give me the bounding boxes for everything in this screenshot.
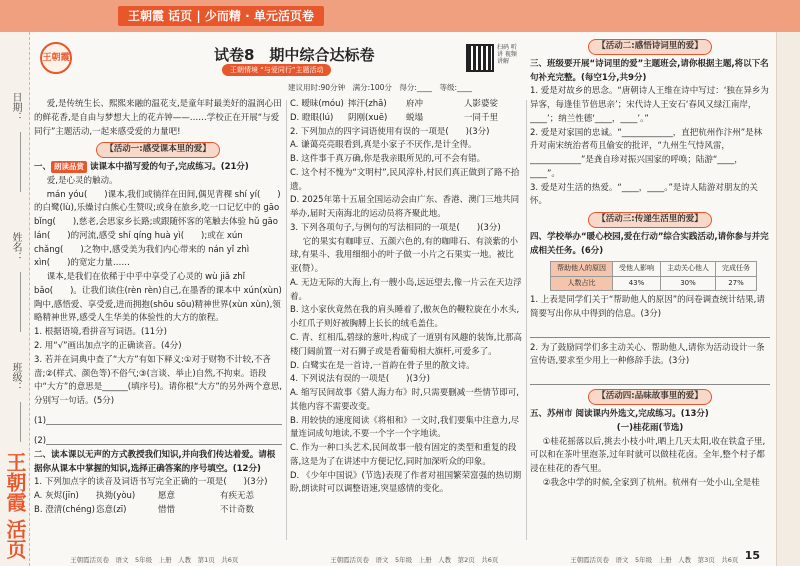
option-grid (290, 98, 522, 126)
survey-table (550, 261, 757, 291)
table-header: 主动关心他人 (661, 262, 716, 276)
passage-paragraph: ①桂花摇落以后,挑去小枝小叶,晒上几天太阳,收在铁盒子里,可以和在茶叶里泡茶,过年时就可以做桂花卤。全年,整个村子都浸在桂花的香气里。 (530, 436, 766, 475)
sub-question: 3. 若并在词典中查了“大方”有如下释义:①对于财物不计较,不吝啬;②(样式、颜色等)不俗气;③(言谈、举止)自然,不拘束。语段中“大方”的意思是______(填序号)。请你根“大方”的另外两个意思,分别写一句话。(5分) (34, 354, 282, 407)
question-2-title: 二、读本课以无声的方式教授我们知识,并向我们传达着爱。请根据你从课本中掌握的知识,选择正确答案的序号填空。(12分) (34, 449, 276, 474)
theme-subtitle: 王朝情境 “与爱同行”主题活动 (222, 64, 331, 76)
class-label: 班级： (10, 362, 21, 392)
option[interactable]: B. 这件事千真万确,你是我亲眼所见的,可不会有错。 (290, 154, 486, 165)
option: 惜惜 (158, 504, 176, 515)
sub-question: 2. 下列加点的四字词语使用有误的一项是( )(3分) (290, 126, 490, 137)
option: 不计奇数 (220, 504, 255, 515)
activity-header: 【活动二:感悟诗词里的爱】 (530, 39, 770, 55)
option[interactable]: C. 作为一种口头艺术,民间故事一般有固定的类型和重复的段落,这是为了在讲述中方便记忆,同时加深听众的印象。 (290, 443, 517, 467)
option[interactable]: B. 澄清(chéng) (34, 504, 95, 515)
activity-header: 【活动三:传递生活里的爱】 (530, 212, 770, 228)
option[interactable]: C. 暧昧(móu) (290, 99, 344, 109)
option: 恣意(zī) (96, 504, 127, 515)
table-header: 受他人影响 (613, 262, 661, 276)
qr-code-icon[interactable] (466, 44, 494, 72)
option[interactable]: D. 白鹭实在是一首诗,一首韵在骨子里的散文诗。 (290, 360, 475, 371)
table-header: 完成任务 (716, 262, 757, 276)
table-cell: 43% (613, 276, 661, 290)
option: 阴刚(xuē) (348, 112, 388, 123)
option[interactable]: A. 灰烬(jīn) (34, 491, 79, 502)
page-footer: 王朝霞活页卷 语文 5年级 上册 人教 第3页 共6页 (570, 556, 739, 564)
brand-banner: 王朝霞 话页 | 少而精 · 单元活页卷 (118, 6, 324, 26)
activity-header: 【活动四:品味故事里的爱】 (530, 389, 770, 405)
table-header: 帮助他人的原因 (551, 262, 613, 276)
option[interactable]: C. 青、红相瓜,碧绿的葱叶,构成了一道别有风趣的装饰,比那高楼门阔前置一对石狮子或是看葡萄相大旗杆,可爱多了。 (290, 333, 522, 357)
table-row (551, 262, 757, 276)
sub-question: 2. 爱是对家国的忠诚。“____________，直把杭州作汴州”是林升对南宋统治者苟且偷安的批评，“九州生气恃风雷，____________”是龚自珍对振兴国家的呼唤；陆游“____，____”。 (530, 127, 763, 179)
page-footer: 王朝霞活页卷 语文 5年级 上册 人教 第2页 共6页 (330, 556, 499, 564)
option[interactable]: D. 瞪眼(lú) (290, 112, 334, 123)
date-line (20, 132, 21, 192)
tag-label: 朗读品赏 (51, 161, 87, 173)
sub-question: 1. 爱是对故乡的思念。“唐朝诗人王维在诗中写过：‘独在异乡为异客，每逢佳节倍思亲’；宋代诗人王安石‘春风又绿江南岸，____’；纳兰性德‘____，____’。” (530, 86, 769, 124)
brand-logo: 王朝霞 (40, 42, 72, 74)
option[interactable]: A. 谦蔼亮亮眼看到,真是小家子不厌作,是计全得。 (290, 140, 477, 151)
option[interactable]: C. 这个村不愧为“文明村”,民风淳朴,村民们真正做到了路不拾遗。 (290, 167, 520, 192)
class-line (20, 402, 21, 442)
sub-question: 2. 用“√”画出加点字的正确读音。(4分) (34, 341, 182, 352)
vertical-brand: 王朝霞 活页 (3, 452, 27, 559)
exam-info: 建议用时:90分钟 满分:100分 得分:____ 等级:____ (288, 83, 472, 92)
table-row (551, 276, 757, 290)
answer-row: (2) (34, 429, 282, 449)
column-divider (526, 100, 527, 540)
answer-line[interactable] (46, 431, 282, 445)
sub-question: 1. 下列加点字的读音及词语书写完全正确的一项是( )(3分) (34, 477, 268, 488)
option: 有疾无恙 (220, 491, 255, 502)
passage-paragraph: ②我念中学的时候,全家到了杭州。杭州有一处小山,全是桂 (542, 477, 760, 488)
answer-line[interactable] (530, 371, 770, 385)
sub-question: 1. 上表是同学们关于“帮助他人的原因”的问卷调查统计结果,请简要写出你从中得到的信息。(3分) (530, 295, 765, 319)
answer-line[interactable] (46, 411, 282, 425)
question-5-title: 五、苏州市 阅读课内外选文,完成练习。(13分) (530, 408, 709, 419)
option[interactable]: B. 这小家伙竟然在我的肩头睡着了,傲灰色的鞭粒旋在小水头,小红爪子则好被胸膊上长长的绒毛盖住。 (290, 305, 520, 330)
column-divider (286, 100, 287, 540)
option: 一同千里 (464, 112, 499, 123)
sub-question: 3. 下列各项句子,与例句的写法相同的一项是( )(3分) (290, 222, 501, 233)
sub-question: 4. 下列说法有误的一项是( )(3分) (290, 374, 430, 385)
name-label: 姓名： (10, 232, 21, 262)
answer-row: (1) (34, 409, 282, 429)
page-footer: 王朝霞活页卷 语文 5年级 上册 人教 第1页 共6页 (70, 556, 239, 564)
table-cell: 人数占比 (551, 276, 613, 290)
column-middle (290, 98, 522, 552)
left-margin (0, 32, 30, 566)
sub-question: 2. 为了鼓励同学们多主动关心、帮助他人,请你为活动设计一条宣传语,要求至少用上一种修辞手法。(3分) (530, 342, 765, 367)
activity-header: 【活动一:感受课本里的爱】 (34, 142, 282, 158)
passage-paragraph: mán yóu( )课本,我们或徜徉在田间,偶见青稞 shí yí( )的白鹭(lù),乐燥讨白熊心生赞叹;或身在旅乡,吃一口记忆中的 gāo bǐng( ),慈老,会思家乡长路;或跟随怀客的笔触去体验 hǔ gāo lán( )的河流,感受 shí qíng huà yì( );或在 xún chǎng( )之物中,感受美为我们内心带来的 nán yǐ zhì xìn( )的宽定力量…… (34, 189, 281, 269)
option: 愿意 (158, 491, 176, 502)
passage-paragraph: 课本,是我们在依稀于中乎中享受了心灵的 wù jiǎ zhǐ bǎo( )。让我们读住(rèn rèn)自己,在墨香的课本中 xún(xùn)陶中,感悟爱、享受爱,进而拥抱(shōu sōu)精神世界(xùn xùn),领略精神世界,感受人生华美的体验性的大方的旅程。 (34, 272, 282, 324)
table-cell: 30% (661, 276, 716, 290)
sub-question: 1. 根据语境,看拼音写词语。(11分) (34, 327, 167, 338)
question-1-title: 一、 朗读品赏 读课本中描写爱的句子,完成练习。(21分) (34, 162, 249, 173)
intro-text: 爱,是传统生长、熙熙来融的温花支,是童年时最美好的温润心田的鲜花香,是自由与梦想大上的花卉钟——……学校正在开展“与爱同行”主题活动,一起来感受爱的力量吧! (34, 99, 282, 137)
qr-label: 扫码 听讲 视频 讲解 (497, 44, 517, 66)
option[interactable]: A. 缩写民间故事《猎人海力布》时,只需要删减一些情节即可,其他内容不需要改变。 (290, 388, 519, 412)
answer-line[interactable] (530, 324, 770, 338)
option[interactable]: D. 《少年中国说》(节选)表现了作者对祖国繁荣富强的热切期盼,朗读时可以调整语速,突显感情的变化。 (290, 470, 522, 495)
option: 府冲 (406, 99, 424, 109)
option: 摔汗(zhā) (348, 99, 387, 109)
page-number: 15 (744, 549, 760, 562)
header-band (0, 0, 800, 32)
option[interactable]: B. 用较快的速度阅读《将相和》一文时,我们要集中注意力,尽量连词成句地读,不要一个字一个字地读。 (290, 415, 520, 440)
table-cell: 27% (716, 276, 757, 290)
right-edge (776, 32, 800, 566)
option-grid (34, 490, 282, 518)
name-line (20, 272, 21, 332)
option: 蜕塌 (406, 112, 424, 123)
column-left (34, 98, 282, 552)
example-sentence: 它的果实有咖啡豆、五颜六色的,有的咖啡石、有淡紫的小球,有果斗、我用细细小的叶子做一小片之石果实一地。被比亚(赞）。 (290, 236, 518, 275)
passage-line: 爱,是心灵的触动。 (46, 175, 118, 186)
question-3-title: 三、班级要开展“诗词里的爱”主题班会,请你根据主题,将以下名句补充完整。(每空1分,共9分) (530, 58, 769, 83)
option[interactable]: A. 无边无际的大海上,有一艘小岛,远远望去,像一片云在天边浮着。 (290, 277, 522, 302)
option: 人影婆娑 (464, 99, 499, 109)
option[interactable]: D. 2025年第十五届全国运动会由广东、香港、澳门三地共同举办,届时天南海北的运动员将齐聚此地。 (290, 195, 520, 220)
column-right (530, 36, 770, 552)
exam-title: 试卷8 期中综合达标卷 (214, 46, 375, 64)
question-4-title: 四、学校举办“暖心校园,爱在行动”综合实践活动,请你参与并完成相关任务。(6分) (530, 231, 769, 256)
option: 执拗(yòu) (96, 491, 136, 502)
sub-question: 3. 爱是对生活的热爱。“____，____。”是诗人陆游对朋友的关怀。 (530, 182, 758, 207)
passage-title: (一)桂花雨(节选) (616, 422, 684, 433)
date-label: 日期： (10, 92, 21, 122)
